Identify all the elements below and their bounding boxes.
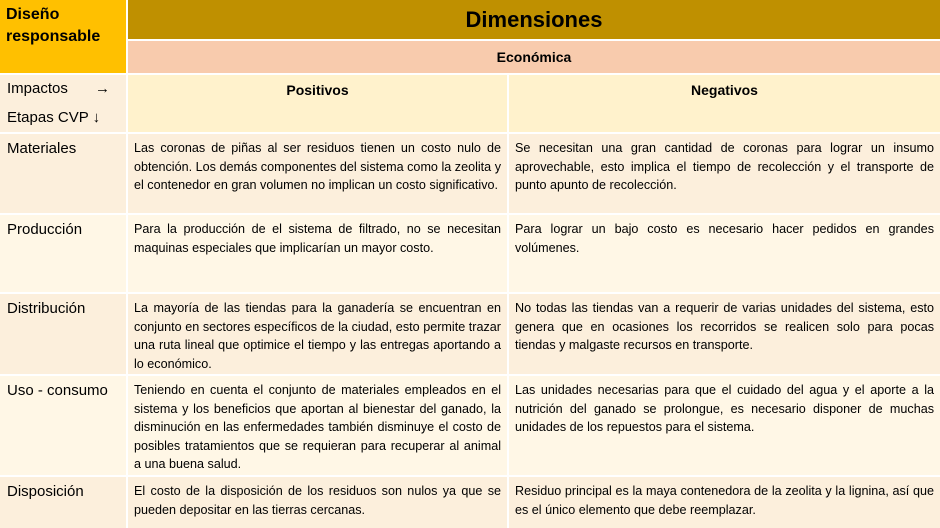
negative-cell: Residuo principal es la maya contenedora de la zeolita y la lignina, así que es el único elemento que debe reemplazar. bbox=[509, 477, 940, 528]
etapas-label: Etapas CVP ↓ bbox=[0, 103, 126, 132]
positive-cell: Para la producción de el sistema de filtrado, no se necesitan maquinas especiales que implicarían un mayor costo. bbox=[128, 215, 507, 292]
dimension-subtitle: Económica bbox=[128, 41, 940, 73]
negative-cell: Para lograr un bajo costo es necesario hacer pedidos en grandes volúmenes. bbox=[509, 215, 940, 292]
positive-cell: Las coronas de piñas al ser residuos tienen un costo nulo de obtención. Los demás componentes del sistema como la zeolita y el contenedor en gran volumen no implican un costo significativo. bbox=[128, 134, 507, 213]
arrow-right-icon: → bbox=[95, 80, 110, 97]
negative-cell: Las unidades necesarias para que el cuidado del agua y el aporte a la nutrición del ganado se prolongue, es necesario disponer de muchas unidades de los repuestos para el sistema. bbox=[509, 376, 940, 475]
stage-disposicion: Disposición bbox=[0, 477, 126, 528]
stage-produccion: Producción bbox=[0, 215, 126, 292]
stage-uso-consumo: Uso - consumo bbox=[0, 376, 126, 475]
stage-materiales: Materiales bbox=[0, 134, 126, 213]
negative-cell: No todas las tiendas van a requerir de varias unidades del sistema, esto genera que en ocasiones los recorridos se realicen solo para pocas tiendas y malgaste recursos en transporte. bbox=[509, 294, 940, 374]
impactos-label-cell bbox=[0, 75, 126, 103]
corner-title: Diseño responsable bbox=[0, 0, 126, 73]
positive-cell: Teniendo en cuenta el conjunto de materiales empleados en el sistema y los beneficios que aportan al bienestar del ganado, la disminución en las enfermedades también disminuye el costo de posibles tratamientos que se requieran para recuperar al animal a una buena salud. bbox=[128, 376, 507, 475]
impactos-label: Impactos bbox=[7, 80, 68, 97]
stage-distribucion: Distribución bbox=[0, 294, 126, 374]
negative-cell: Se necesitan una gran cantidad de coronas para lograr un insumo aprovechable, esto implica el tiempo de recolección y el transporte de punto apunto de recolección. bbox=[509, 134, 940, 213]
negative-column-header: Negativos bbox=[509, 75, 940, 132]
positive-cell: El costo de la disposición de los residuos son nulos ya que se pueden depositar en las tierras cercanas. bbox=[128, 477, 507, 528]
positive-cell: La mayoría de las tiendas para la ganadería se encuentran en conjunto en sectores específicos de la ciudad, esto permite trazar una ruta lineal que optimice el tiempo y las entregas aportando a lo económico. bbox=[128, 294, 507, 374]
dimensions-title: Dimensiones bbox=[128, 0, 940, 39]
positive-column-header: Positivos bbox=[128, 75, 507, 132]
